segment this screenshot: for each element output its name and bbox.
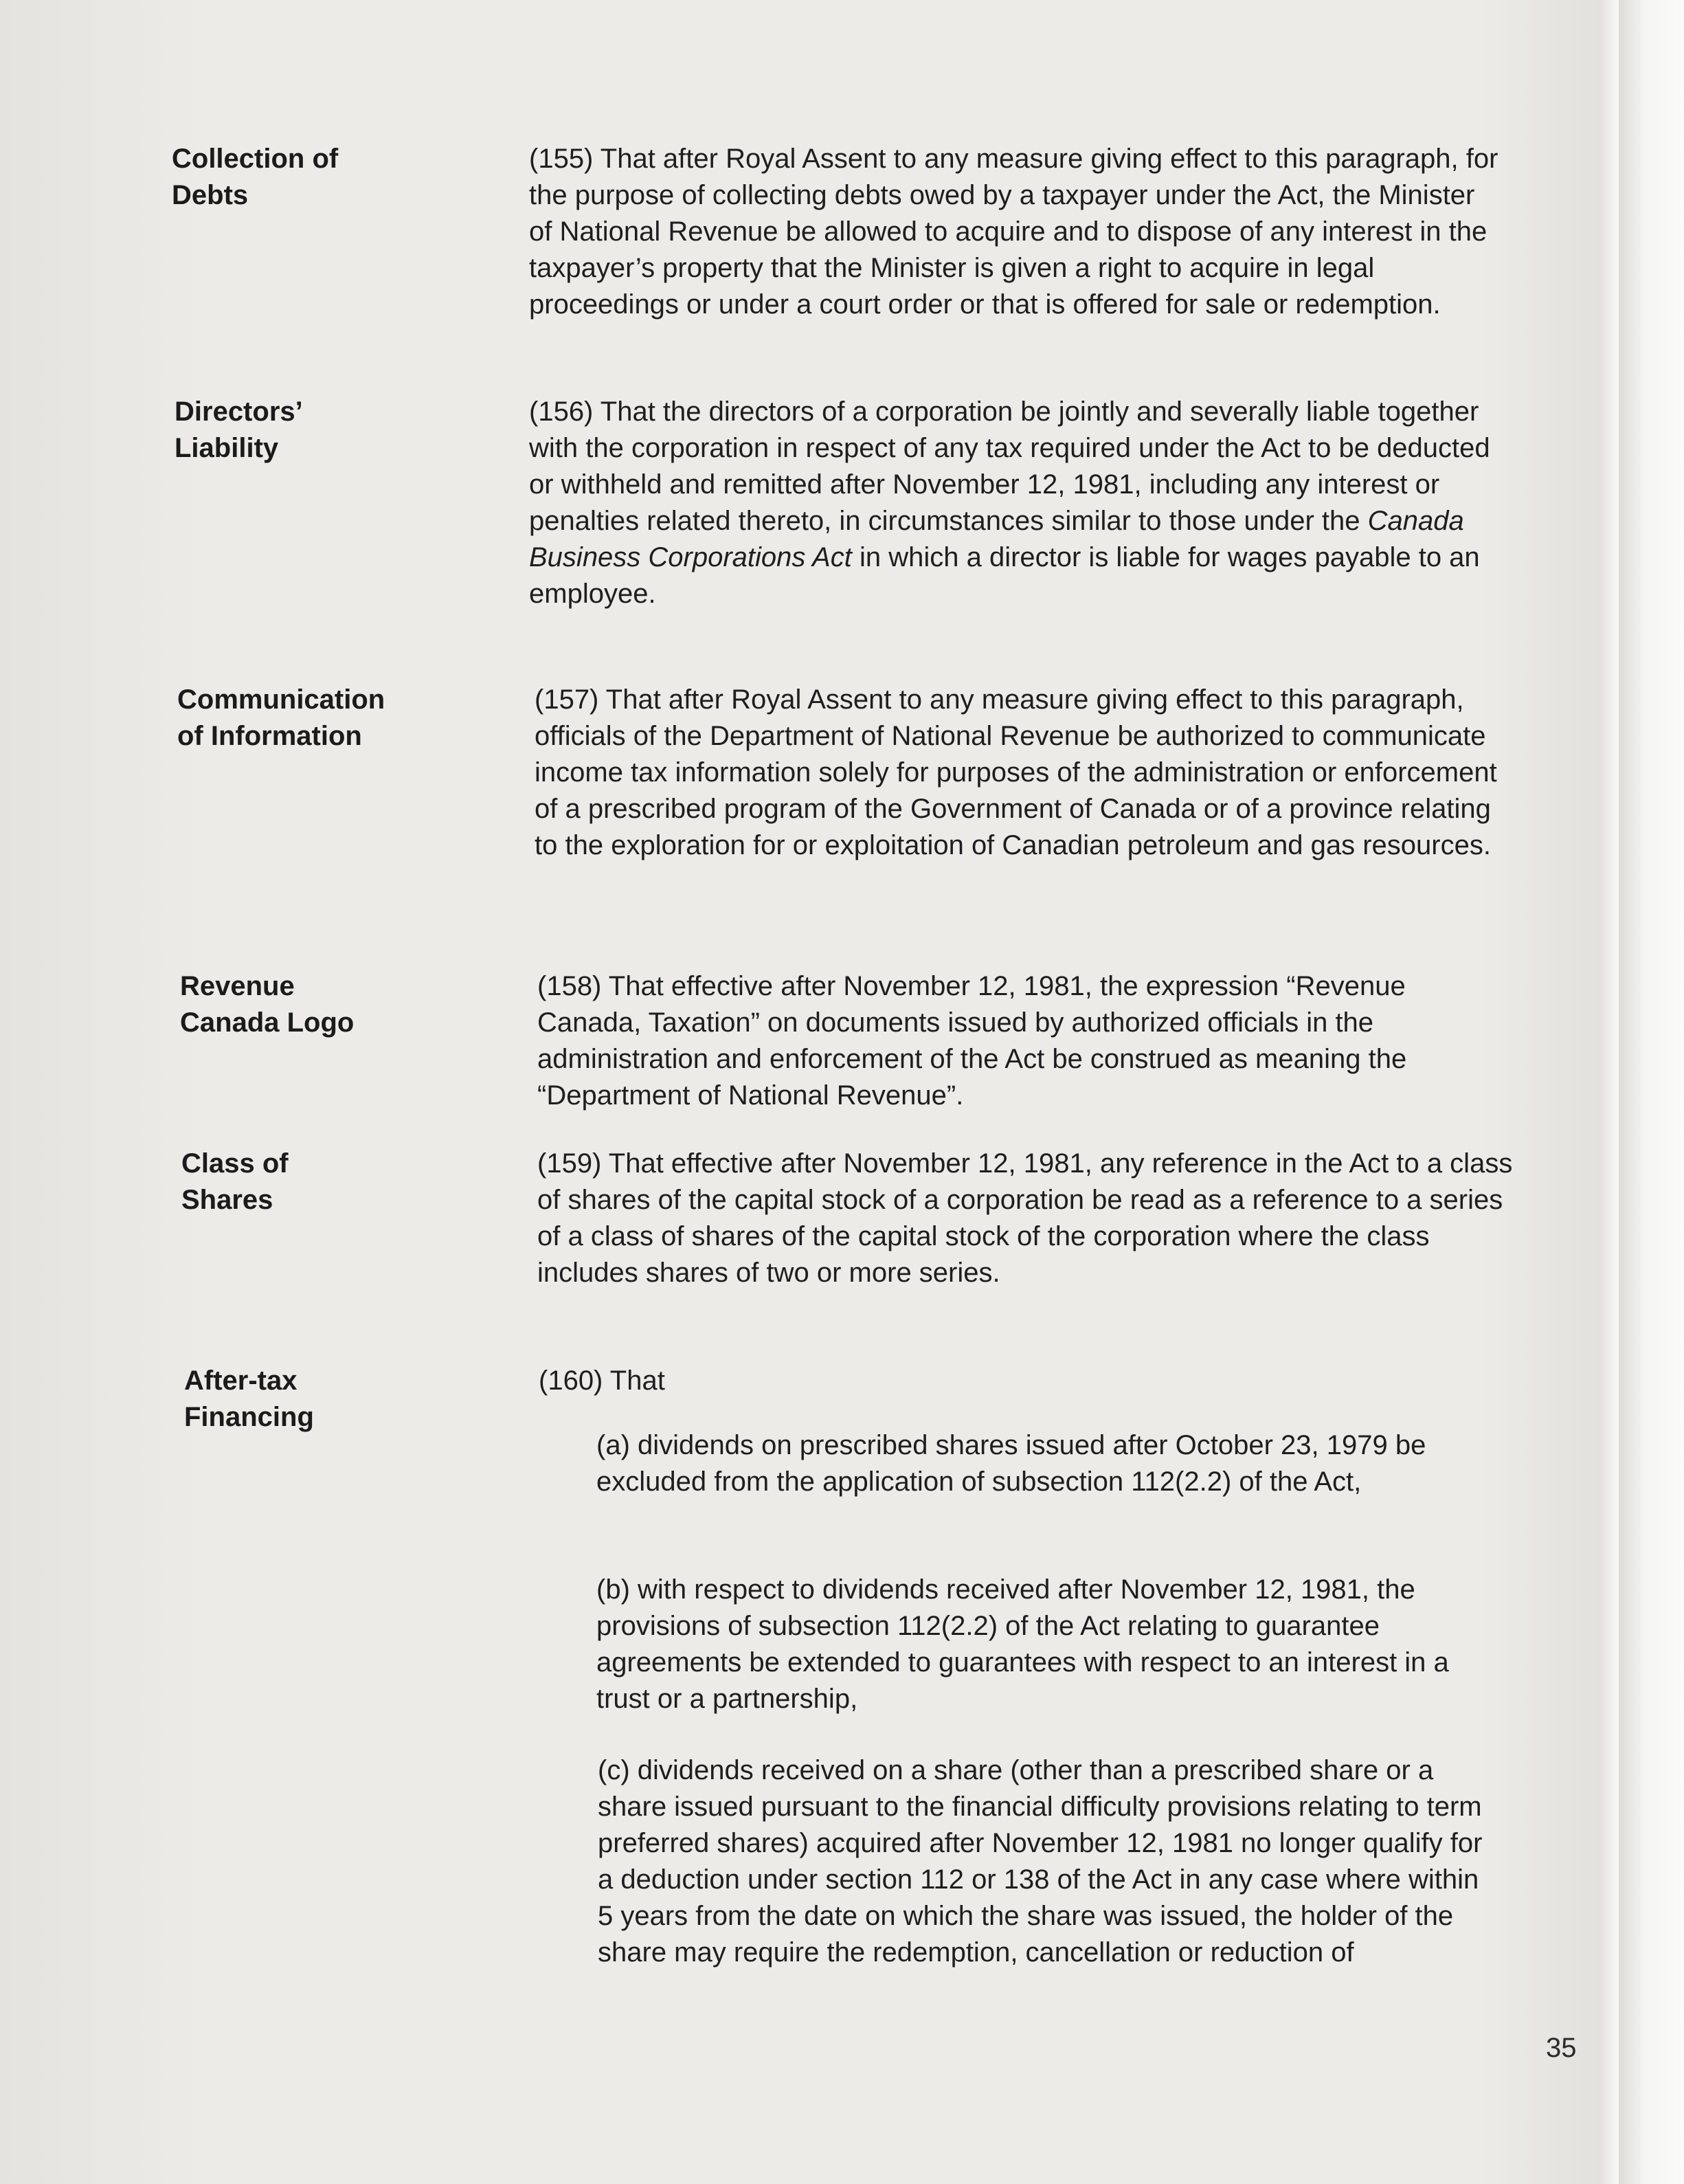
subparagraph-b: (b) with respect to dividends received after November 12, 1981, the provisions of subsection 112(2.2) of the Act relating to guarantee agreements be extended to guarantees with respect to an interest in a trust or a partnership, bbox=[596, 1574, 1449, 1714]
side-heading: Revenue Canada Logo bbox=[180, 971, 355, 1038]
act-title: Canada Business Corporations Act bbox=[529, 506, 1464, 572]
side-heading: Collection of Debts bbox=[172, 144, 339, 210]
paragraph-text: (156) That the directors of a corporation be jointly and severally liable together with the corporation in respect of any tax required under the Act to be deducted or withheld and remitted after November 12, 1981, including any interest or penalties related thereto, in circumstances similar to those under the bbox=[529, 397, 1490, 536]
paragraph-156 bbox=[529, 394, 1505, 612]
side-heading: Directors’ Liability bbox=[175, 397, 303, 463]
subparagraph-c: (c) dividends received on a share (other than a prescribed share or a share issued pursuant to the financial difficulty provisions relating to term preferred shares) acquired after November 12, 1981 no longer qualify for a deduction under section 112 or 138 of the Act in any case where within 5 years from the date on which the share was issued, the holder of the share may require the redemption, cancellation or reduction of bbox=[598, 1755, 1483, 1968]
paragraph-text: in which a director is liable for wages payable to an employee. bbox=[529, 542, 1480, 609]
subparagraph-a: (a) dividends on prescribed shares issued after October 23, 1979 be excluded from the application of subsection 112(2.2) of the Act, bbox=[596, 1430, 1426, 1497]
side-heading: After-tax Financing bbox=[184, 1366, 314, 1432]
paragraph-155: (155) That after Royal Assent to any measure giving effect to this paragraph, for the purpose of collecting debts owed by a taxpayer under the Act, the Minister of National Revenue be allowed to acquire and to dispose of any interest in the taxpayer’s property that the Minister is given a right to acquire in legal proceedings or under a court order or that is offered for sale or redemption. bbox=[529, 144, 1498, 320]
paragraph-160: (160) That bbox=[539, 1366, 665, 1396]
paragraph-159: (159) That effective after November 12, 1981, any reference in the Act to a class of shares of the capital stock of a corporation be read as a reference to a series of a class of shares of the capital stock of the corporation where the class includes shares of two or more series. bbox=[537, 1148, 1513, 1288]
paragraph-158: (158) That effective after November 12, 1981, the expression “Revenue Canada, Taxation” on documents issued by authorized officials in the administration and enforcement of the Act be construed as meaning the “Department of National Revenue”. bbox=[537, 971, 1407, 1111]
side-heading: Communication of Information bbox=[177, 684, 385, 751]
side-heading: Class of Shares bbox=[181, 1148, 289, 1215]
page-edge bbox=[1619, 0, 1684, 2184]
paragraph-157: (157) That after Royal Assent to any measure giving effect to this paragraph, officials of the Department of National Revenue be authorized to communicate income tax information solely for purposes of the administration or enforcement of a prescribed program of the Government of Canada or of a province relating to the exploration for or exploitation of Canadian petroleum and gas resources. bbox=[535, 684, 1497, 860]
page-number: 35 bbox=[1546, 2033, 1577, 2063]
